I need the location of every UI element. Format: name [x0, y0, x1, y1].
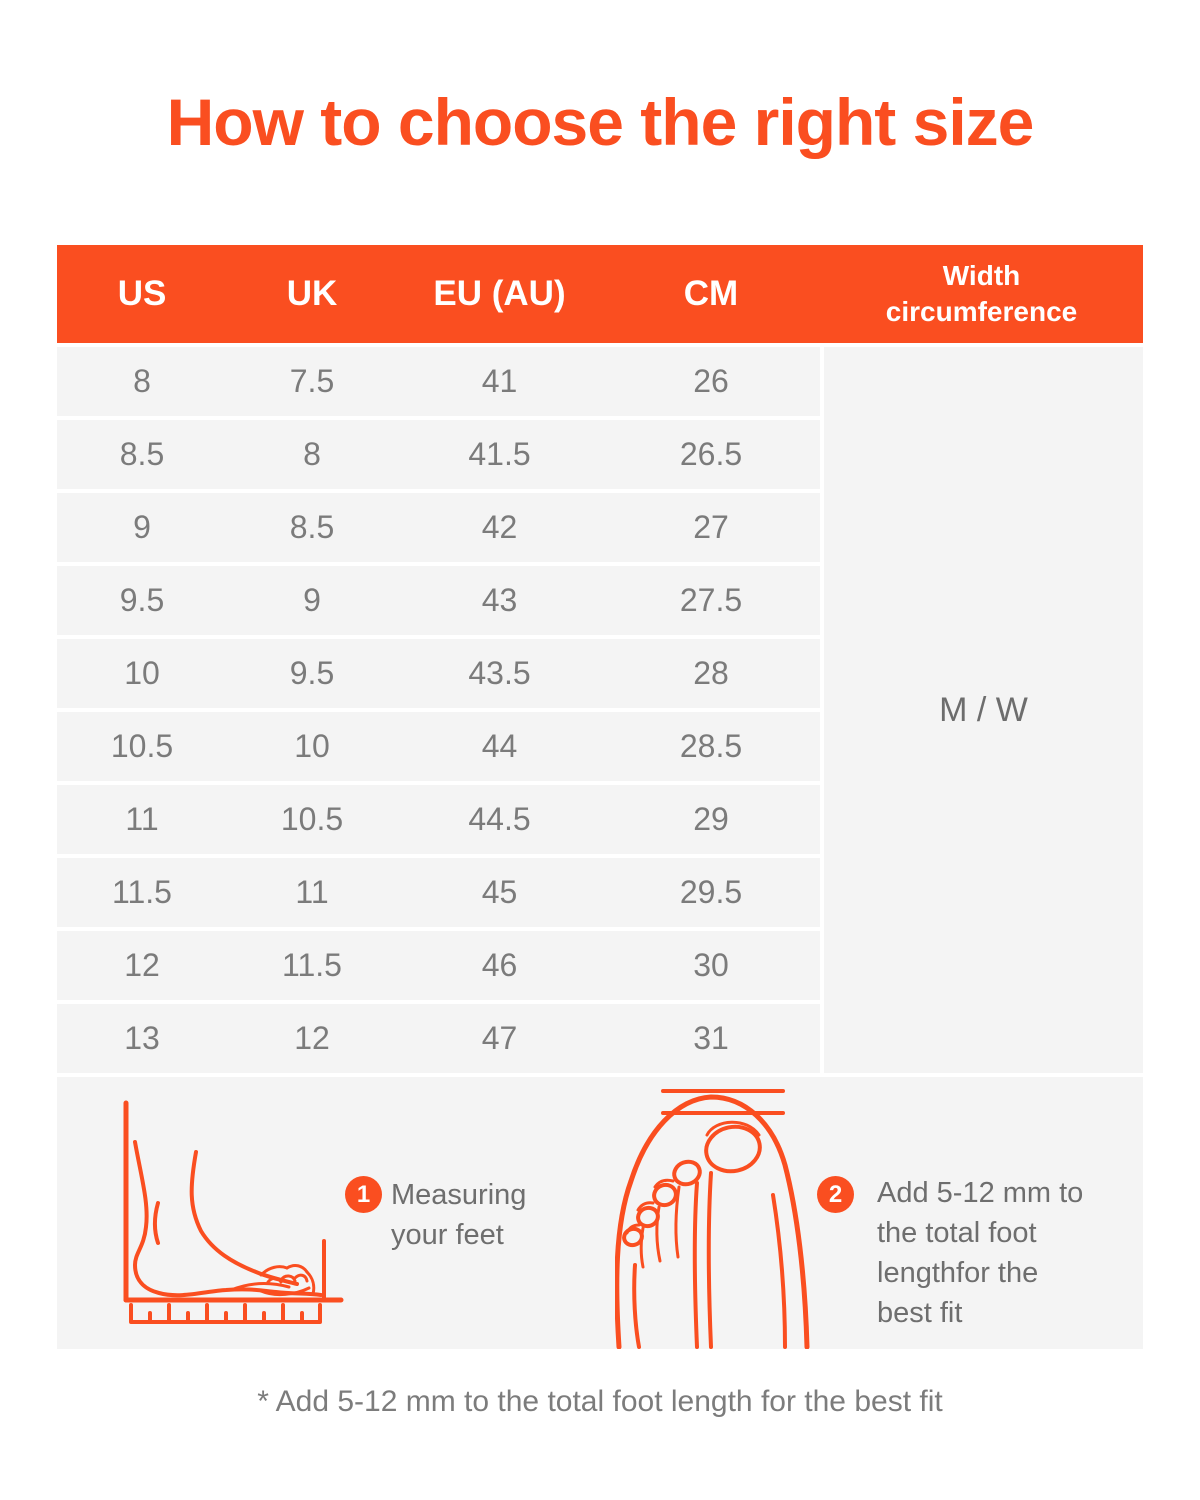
size-cell: 9.5 — [289, 655, 335, 691]
size-cell: 7.5 — [289, 363, 335, 399]
size-cell: 10 — [294, 728, 330, 764]
size-cell: 8.5 — [289, 509, 335, 545]
table-row — [57, 1004, 820, 1073]
size-cell: 13 — [124, 1020, 160, 1056]
size-cell: 41.5 — [468, 436, 531, 472]
size-cell: 44.5 — [468, 801, 531, 837]
size-cell: 9.5 — [119, 582, 165, 618]
header-cell-cm: CM — [683, 274, 739, 313]
size-cell: 11 — [295, 874, 329, 910]
step-1-number: 1 — [356, 1180, 371, 1208]
size-cell: 42 — [481, 509, 518, 545]
step-2-label: Add 5-12 mm to the total foot lengthfor the best fit — [877, 1177, 1084, 1329]
table-row — [57, 785, 820, 854]
step-1-badge — [345, 1176, 382, 1213]
width-circumference-cell: M / W — [824, 347, 1143, 1073]
size-cell: 10 — [124, 655, 160, 691]
size-table — [57, 245, 1143, 1349]
size-cell: 10.5 — [110, 728, 174, 764]
size-cell: 28.5 — [679, 728, 743, 764]
size-cell: 47 — [481, 1020, 518, 1056]
size-cell: 31 — [693, 1020, 729, 1056]
size-cell: 11.5 — [112, 874, 172, 910]
size-cell: 29 — [693, 801, 729, 837]
size-cell: 11.5 — [282, 947, 342, 983]
table-row — [57, 420, 820, 489]
table-row — [57, 858, 820, 927]
size-cell: 8.5 — [119, 436, 165, 472]
size-cell: 26.5 — [679, 436, 743, 472]
size-cell: 8 — [303, 436, 321, 472]
size-cell: 44 — [481, 728, 518, 764]
step-2-badge — [817, 1176, 854, 1213]
size-cell: 43 — [481, 582, 518, 618]
size-table-header — [57, 245, 1143, 343]
size-cell: 46 — [481, 947, 518, 983]
size-cell: 26 — [693, 363, 729, 399]
header-cell-us: US — [117, 274, 167, 313]
footnote: * Add 5-12 mm to the total foot length for the best fit — [257, 1385, 943, 1418]
header-cell-width-circumference: Width circumference — [885, 260, 1078, 327]
side-foot-measuring-illustration — [111, 1091, 347, 1331]
step-1-label: Measuring your feet — [391, 1179, 527, 1251]
size-cell: 27.5 — [679, 582, 743, 618]
header-cell-uk: UK — [286, 274, 338, 313]
size-cell: 28 — [693, 655, 729, 691]
top-foot-illustration — [615, 1085, 811, 1349]
size-table-body-wrap — [57, 347, 1143, 1073]
size-cell: 8 — [133, 363, 151, 399]
page-title: How to choose the right size — [166, 85, 1034, 159]
table-row — [57, 931, 820, 1000]
header-cell-eu: EU (AU) — [433, 274, 566, 313]
size-cell: 41 — [481, 363, 518, 399]
size-cell: 45 — [481, 874, 518, 910]
size-table-body — [57, 347, 820, 1073]
size-cell: 27 — [693, 509, 729, 545]
size-cell: 12 — [294, 1020, 330, 1056]
size-cell: 43.5 — [468, 655, 531, 691]
table-row — [57, 347, 820, 416]
size-cell: 11 — [125, 801, 159, 837]
size-cell: 30 — [693, 947, 729, 983]
size-cell: 10.5 — [280, 801, 344, 837]
step-2-number: 2 — [828, 1180, 843, 1208]
measuring-instructions-band — [57, 1077, 1143, 1349]
size-cell: 9 — [133, 509, 151, 545]
table-row — [57, 639, 820, 708]
table-row — [57, 493, 820, 562]
size-cell: 9 — [303, 582, 321, 618]
table-row — [57, 712, 820, 781]
size-cell: 29.5 — [679, 874, 743, 910]
size-cell: 12 — [124, 947, 160, 983]
table-row — [57, 566, 820, 635]
